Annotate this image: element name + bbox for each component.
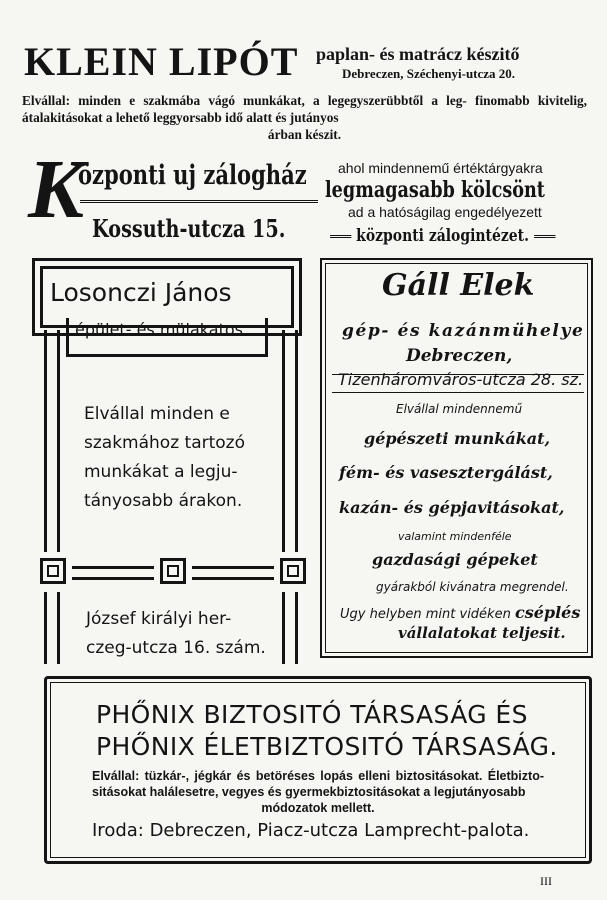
gall-line8-emphasis: cséplés xyxy=(514,603,581,622)
gall-elek-name: Gáll Elek xyxy=(382,268,535,303)
losonczi-body xyxy=(84,400,284,516)
gall-elek-trade: gép- és kazánmühelye xyxy=(342,321,585,341)
klein-body-line1: Elvállal: minden e szakmába vágó munkákat, a legegyszerübbtől a leg- xyxy=(22,93,467,108)
gall-line6: gazdasági gépeket xyxy=(372,550,538,569)
klein-body xyxy=(22,92,587,143)
klein-address: Debreczen, Széchenyi-utcza 20. xyxy=(342,66,516,81)
zaloghaz-right-line4 xyxy=(330,226,555,246)
zaloghaz-right-line3: ad a hatóságilag engedélyezett xyxy=(348,204,542,220)
phonix-body xyxy=(92,768,544,816)
phonix-body-line1: Elvállal: tüzkár-, jégkár és betöréses lopás elleni biztositásokat. Életbizto- xyxy=(92,769,544,783)
gall-elek-street: Tizenháromváros-utcza 28. sz. xyxy=(338,370,584,389)
phonix-office: Iroda: Debreczen, Piacz-utcza Lamprecht-palota. xyxy=(92,820,530,841)
losonczi-trade: épület- és mülakatos xyxy=(75,320,243,339)
gall-line4: kazán- és gépjavitásokat, xyxy=(339,498,565,517)
zaloghaz-institute: központi zálogintézet. xyxy=(356,226,529,246)
zaloghaz-title: özponti uj zálogház xyxy=(78,160,307,191)
gall-line3: fém- és vasesztergálást, xyxy=(339,463,553,482)
klein-body-line2: finomabb kivitelig, átalakitásokat a lehető leggyorsabb idő alatt és jutányos xyxy=(22,93,587,125)
phonix-body-line3: módozatok mellett. xyxy=(261,801,375,815)
gall-line8 xyxy=(340,603,580,622)
losonczi-address-line: czeg-utcza 16. szám. xyxy=(86,638,266,658)
page-number: III xyxy=(540,874,552,888)
zaloghaz-right-line1: ahol mindennemű értéktárgyakra xyxy=(338,160,543,176)
klein-body-line3: árban készit. xyxy=(267,127,342,142)
losonczi-body-line: Elvállal minden e xyxy=(84,404,230,424)
losonczi-address-line: József királyi her- xyxy=(86,609,232,629)
phonix-title-line2: PHŐNIX ÉLETBIZTOSITÓ TÁRSASÁG. xyxy=(96,732,558,761)
losonczi-body-line: tányosabb árakon. xyxy=(84,491,243,511)
dash-ornament-left xyxy=(330,235,351,238)
gall-line2: gépészeti munkákat, xyxy=(364,429,551,448)
losonczi-address xyxy=(86,605,286,663)
zaloghaz-initial: K xyxy=(28,143,85,236)
gall-line5: valamint mindenféle xyxy=(398,530,512,543)
gall-line9: vállalatokat teljesit. xyxy=(398,624,566,642)
gall-line7: gyárakból kivánatra megrendel. xyxy=(376,580,569,594)
losonczi-body-line: szakmához tartozó xyxy=(84,433,245,453)
gall-rule-bottom xyxy=(332,392,584,393)
gall-line8-text: Ugy helyben mint vidéken xyxy=(340,607,511,622)
zaloghaz-street: Kossuth-utcza 15. xyxy=(92,214,286,243)
gall-line1: Elvállal mindennemű xyxy=(396,402,523,416)
phonix-title-line1: PHŐNIX BIZTOSITÓ TÁRSASÁG ÉS xyxy=(96,700,528,729)
zaloghaz-right-line2: legmagasabb kölcsönt xyxy=(325,177,545,203)
klein-lipot-name: KLEIN LIPÓT xyxy=(24,39,299,84)
gall-elek-city: Debreczen, xyxy=(406,346,513,366)
losonczi-name: Losonczi János xyxy=(50,278,232,307)
losonczi-body-line: munkákat a legju- xyxy=(84,462,238,482)
zaloghaz-rule xyxy=(80,200,318,203)
phonix-body-line2: sitásokat halálesetre, vegyes és gyermekbiztositásokat a legjutányosabb xyxy=(92,785,526,799)
dash-ornament-right xyxy=(534,235,555,238)
klein-trade: paplan- és matrácz készitő xyxy=(316,44,520,64)
